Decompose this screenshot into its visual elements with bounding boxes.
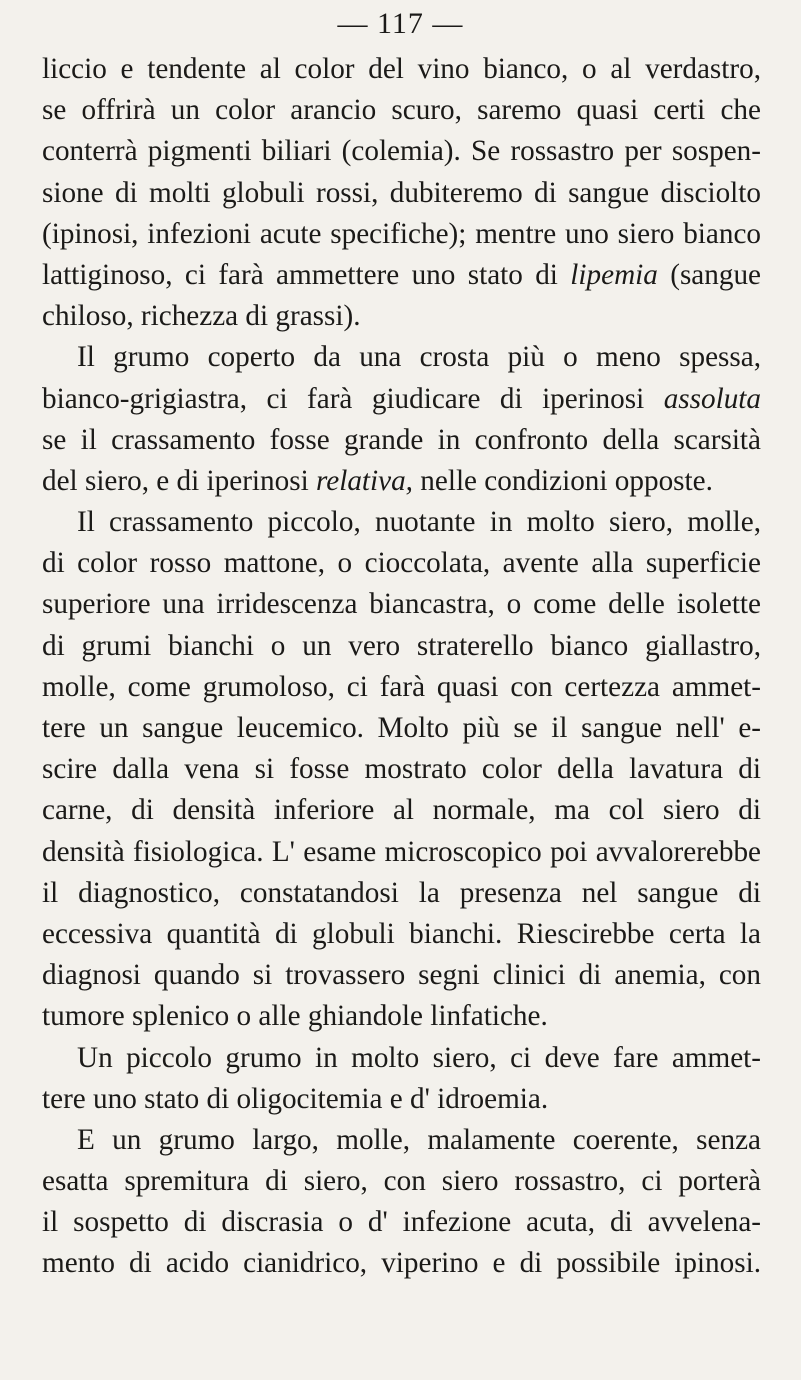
text-line: liccio e tendente al color del vino bianco, o al verdastro, bbox=[42, 53, 761, 85]
text-line: Un piccolo grumo in molto siero, ci deve fare ammet- bbox=[77, 1041, 761, 1074]
text-run: lattiginoso, ci farà ammettere uno stato di bbox=[42, 258, 571, 291]
text-line: se il crassamento fosse grande in confronto della scarsità bbox=[42, 423, 761, 456]
text-line: eccessiva quantità di globuli bianchi. Riescirebbe certa la bbox=[42, 917, 761, 950]
text-line: esatta spremitura di siero, con siero rossastro, ci porterà bbox=[42, 1165, 761, 1198]
text-run: nelle condizioni opposte. bbox=[412, 464, 713, 497]
text-line: di color rosso mattone, o cioccolata, avente alla superficie bbox=[42, 547, 761, 580]
text-line: di grumi bianchi o un vero straterello bianco giallastro, bbox=[42, 629, 761, 662]
text-run: (sangue bbox=[657, 258, 761, 291]
text-line: tumore splenico o alle ghiandole linfatiche. bbox=[42, 1000, 548, 1033]
italic-term: assoluta bbox=[663, 382, 761, 415]
text-line: E un grumo largo, molle, malamente coerente, senza bbox=[77, 1123, 761, 1156]
page-number: — 117 — bbox=[337, 7, 464, 40]
italic-term: lipemia bbox=[570, 258, 658, 291]
text-run: bianco-grigiastra, ci farà giudicare di iperinosi bbox=[42, 382, 645, 415]
text-line: superiore una irridescenza biancastra, o come delle isolette bbox=[42, 588, 761, 621]
text-line: se offrirà un color arancio scuro, saremo quasi certi che bbox=[42, 94, 761, 127]
text-line: carne, di densità inferiore al normale, ma col siero di bbox=[42, 794, 761, 827]
text-line bbox=[42, 379, 761, 420]
text-line: chiloso, richezza di grassi). bbox=[42, 300, 361, 333]
text-run: del siero, e di iperinosi bbox=[42, 464, 316, 497]
text-line: scire dalla vena si fosse mostrato color della lavatura di bbox=[42, 753, 761, 786]
text-line: sione di molti globuli rossi, dubiteremo di sangue disciolto bbox=[42, 176, 761, 209]
text-line: tere uno stato di oligocitemia e d' idroemia. bbox=[42, 1082, 549, 1115]
text-line: il sospetto di discrasia o d' infezione acuta, di avvelena- bbox=[42, 1206, 761, 1239]
text-line: densità fisiologica. L' esame microscopico poi avvalorerebbe bbox=[42, 835, 761, 868]
text-line bbox=[42, 461, 761, 502]
text-line: diagnosi quando si trovassero segni clinici di anemia, con bbox=[42, 959, 761, 992]
text-line: Il crassamento piccolo, nuotante in molto siero, molle, bbox=[77, 506, 761, 539]
text-line: tere un sangue leucemico. Molto più se il sangue nell' e- bbox=[42, 712, 761, 744]
text-line: (ipinosi, infezioni acute specifiche); mentre uno siero bianco bbox=[42, 217, 761, 250]
text-line: mento di acido cianidrico, viperino e di possibile ipinosi. bbox=[42, 1247, 761, 1280]
italic-term: relativa, bbox=[315, 464, 413, 497]
text-line: il diagnostico, constatandosi la presenza nel sangue di bbox=[42, 876, 761, 909]
body-text bbox=[42, 49, 761, 1285]
text-line: conterrà pigmenti biliari (colemia). Se rossastro per sospen- bbox=[42, 135, 761, 168]
text-line: Il grumo coperto da una crosta più o meno spessa, bbox=[77, 341, 761, 374]
text-line bbox=[42, 255, 761, 296]
text-line: molle, come grumoloso, ci farà quasi con certezza ammet- bbox=[42, 670, 761, 703]
